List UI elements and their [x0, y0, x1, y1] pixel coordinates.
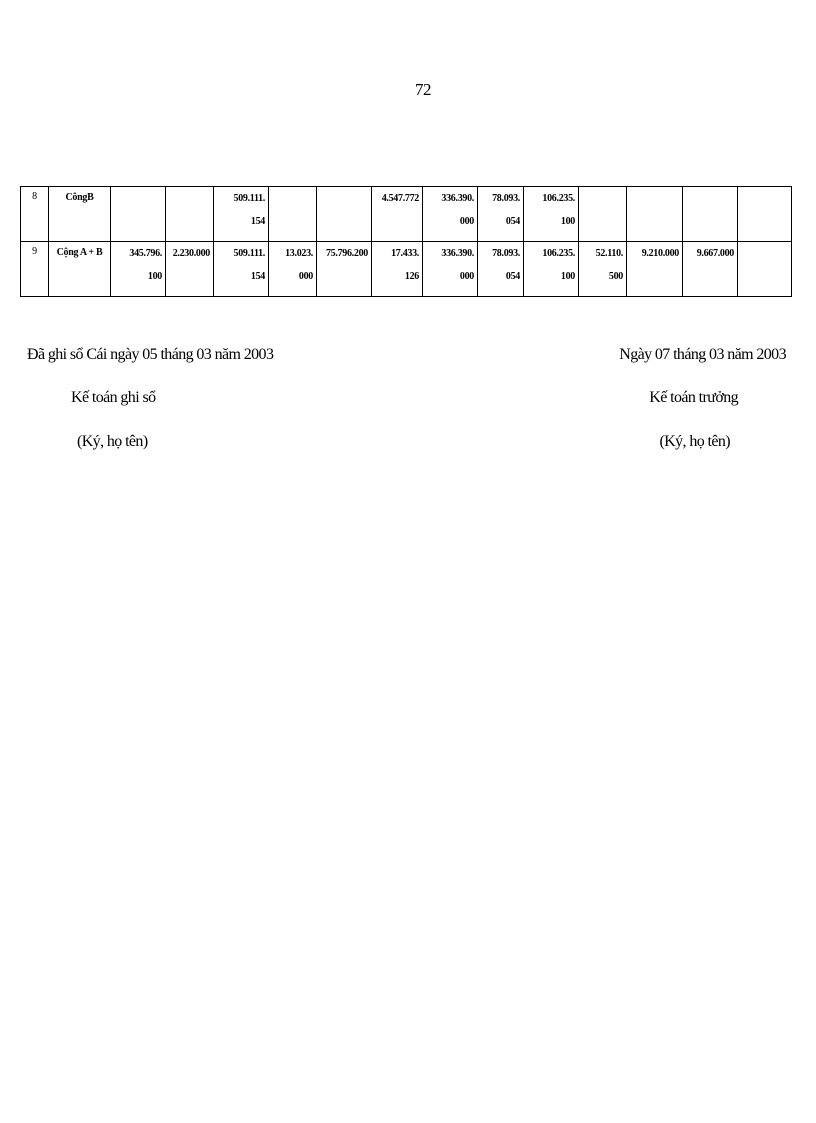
amount-cell: 78.093. 054 [478, 187, 524, 242]
amount-cell: 13.023. 000 [269, 242, 317, 297]
table-row [21, 242, 792, 297]
amount-cell: 345.796. 100 [111, 242, 166, 297]
amount-cell: 9.210.000 [627, 242, 683, 297]
amount-cell: 52.110. 500 [579, 242, 627, 297]
amount-cell: 106.235. 100 [524, 242, 579, 297]
left-date-line: Đã ghi sổ Cái ngày 05 tháng 03 năm 2003 [27, 346, 274, 363]
amount-cell: 336.390. 000 [423, 242, 478, 297]
amount-cell: 17.433. 126 [372, 242, 423, 297]
amount-cell: 75.796.200 [317, 242, 372, 297]
amount-cell: 509.111. 154 [214, 187, 269, 242]
amount-cell: 336.390. 000 [423, 187, 478, 242]
amount-cell: 78.093. 054 [478, 242, 524, 297]
ledger-table [20, 186, 792, 297]
amount-cell [579, 187, 627, 242]
amount-cell [738, 242, 792, 297]
amount-cell [269, 187, 317, 242]
amount-cell: 106.235. 100 [524, 187, 579, 242]
amount-cell: 2.230.000 [166, 242, 214, 297]
left-signer-title: Kế toán ghi sổ [71, 389, 156, 406]
row-label-cell: CôngB [49, 187, 111, 242]
amount-cell [317, 187, 372, 242]
row-number-cell: 8 [21, 187, 49, 242]
amount-cell [166, 187, 214, 242]
amount-cell [738, 187, 792, 242]
amount-cell: 509.111. 154 [214, 242, 269, 297]
right-signer-title: Kế toán trưởng [649, 389, 738, 406]
amount-cell: 9.667.000 [683, 242, 738, 297]
right-signature-note: (Ký, họ tên) [659, 433, 730, 450]
row-number-cell: 9 [21, 242, 49, 297]
amount-cell [111, 187, 166, 242]
amount-cell [627, 187, 683, 242]
amount-cell: 4.547.772 [372, 187, 423, 242]
left-signature-note: (Ký, họ tên) [77, 433, 148, 450]
row-label-cell: Cộng A + B [49, 242, 111, 297]
table-row [21, 187, 792, 242]
ledger-body [21, 187, 792, 297]
right-date-line: Ngày 07 tháng 03 năm 2003 [619, 346, 786, 363]
page-number: 72 [415, 80, 431, 99]
amount-cell [683, 187, 738, 242]
